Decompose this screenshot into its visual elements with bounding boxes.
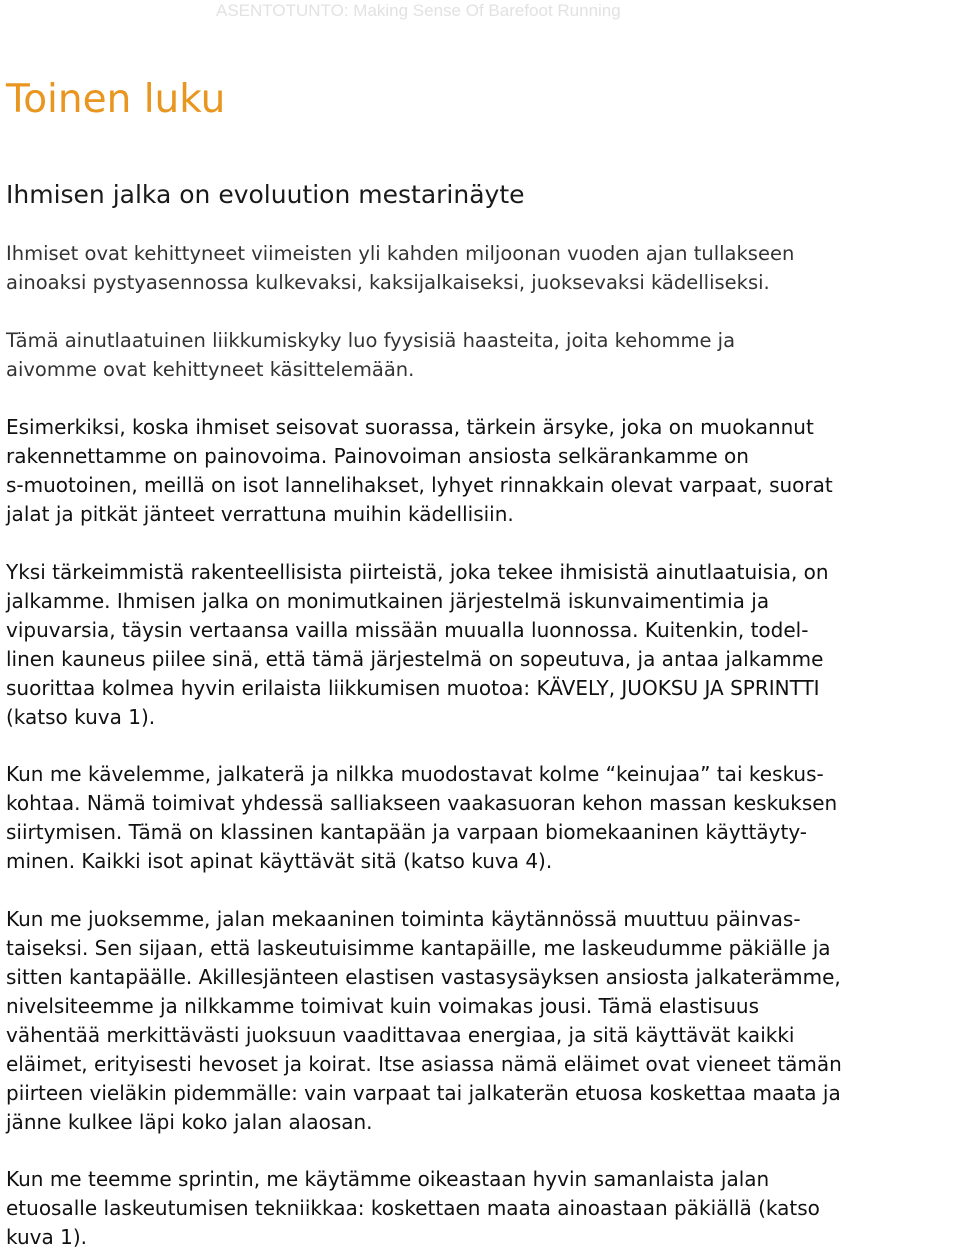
paragraph-2 <box>6 326 735 384</box>
paragraph-line: ainoaksi pystyasennossa kulkevaksi, kaksijalkaiseksi, juoksevaksi kädelliseksi. <box>6 271 770 294</box>
paragraph-line: Ihmiset ovat kehittyneet viimeisten yli kahden miljoonan vuoden ajan tullakseen <box>6 242 795 265</box>
paragraph-line: kohtaa. Nämä toimivat yhdessä salliakseen vaakasuoran kehon massan keskuksen <box>6 791 838 815</box>
paragraph-line: Esimerkiksi, koska ihmiset seisovat suorassa, tärkein ärsyke, joka on muokannut <box>6 415 814 439</box>
running-header: ASENTOTUNTO: Making Sense Of Barefoot Running <box>216 1 621 20</box>
paragraph-line: s-muotoinen, meillä on isot lannelihakset, lyhyet rinnakkain olevat varpaat, suorat <box>6 473 833 497</box>
paragraph-line: suorittaa kolmea hyvin erilaista liikkumisen muotoa: KÄVELY, JUOKSU JA SPRINTTI <box>6 676 820 700</box>
paragraph-line: siirtymisen. Tämä on klassinen kantapään ja varpaan biomekaaninen käyttäyty- <box>6 820 808 844</box>
paragraph-line: rakennettamme on painovoima. Painovoiman ansiosta selkärankamme on <box>6 444 749 468</box>
paragraph-4 <box>6 558 829 732</box>
paragraph-line: aivomme ovat kehittyneet käsittelemään. <box>6 358 415 381</box>
paragraph-6 <box>6 905 842 1137</box>
paragraph-line: minen. Kaikki isot apinat käyttävät sitä (katso kuva 4). <box>6 849 553 873</box>
paragraph-line: linen kauneus piilee sinä, että tämä järjestelmä on sopeutuva, ja antaa jalkamme <box>6 647 824 671</box>
paragraph-line: piirteen vieläkin pidemmälle: vain varpaat tai jalkaterän etuosa koskettaa maata ja <box>6 1081 841 1105</box>
paragraph-line: Yksi tärkeimmistä rakenteellisista piirteistä, joka tekee ihmisistä ainutlaatuisia, on <box>6 560 829 584</box>
paragraph-3 <box>6 413 833 529</box>
paragraph-line: taiseksi. Sen sijaan, että laskeutuisimme kantapäille, me laskeudumme päkiälle ja <box>6 936 831 960</box>
paragraph-line: etuosalle laskeutumisen tekniikkaa: koskettaen maata ainoastaan päkiällä (katso <box>6 1196 820 1220</box>
paragraph-line: Kun me kävelemme, jalkaterä ja nilkka muodostavat kolme “keinujaa” tai keskus- <box>6 762 824 786</box>
paragraph-line: vipuvarsia, täysin vertaansa vailla missään muualla luonnossa. Kuitenkin, todel- <box>6 618 809 642</box>
paragraph-5 <box>6 760 837 876</box>
paragraph-line: nivelsiteemme ja nilkkamme toimivat kuin voimakas jousi. Tämä elastisuus <box>6 994 759 1018</box>
paragraph-line: eläimet, erityisesti hevoset ja koirat. Itse asiassa nämä eläimet ovat vieneet tämän <box>6 1052 842 1076</box>
paragraph-line: (katso kuva 1). <box>6 705 156 729</box>
paragraph-7 <box>6 1165 820 1252</box>
paragraph-line: jalat ja pitkät jänteet verrattuna muihin kädellisiin. <box>6 502 514 526</box>
paragraph-line: kuva 1). <box>6 1225 87 1249</box>
paragraph-line: jalkamme. Ihmisen jalka on monimutkainen järjestelmä iskunvaimentimia ja <box>6 589 770 613</box>
section-heading: Ihmisen jalka on evoluution mestarinäyte <box>6 180 525 209</box>
paragraph-line: Tämä ainutlaatuinen liikkumiskyky luo fyysisiä haasteita, joita kehomme ja <box>6 329 736 352</box>
paragraph-line: vähentää merkittävästi juoksuun vaadittavaa energiaa, ja sitä käyttävät kaikki <box>6 1023 795 1047</box>
paragraph-1 <box>6 239 794 297</box>
chapter-title: Toinen luku <box>6 77 226 122</box>
paragraph-line: sitten kantapäälle. Akillesjänteen elastisen vastasysäyksen ansiosta jalkaterämme, <box>6 965 841 989</box>
paragraph-line: jänne kulkee läpi koko jalan alaosan. <box>6 1110 373 1134</box>
paragraph-line: Kun me teemme sprintin, me käytämme oikeastaan hyvin samanlaista jalan <box>6 1167 770 1191</box>
paragraph-line: Kun me juoksemme, jalan mekaaninen toiminta käytännössä muuttuu päinvas- <box>6 907 801 931</box>
